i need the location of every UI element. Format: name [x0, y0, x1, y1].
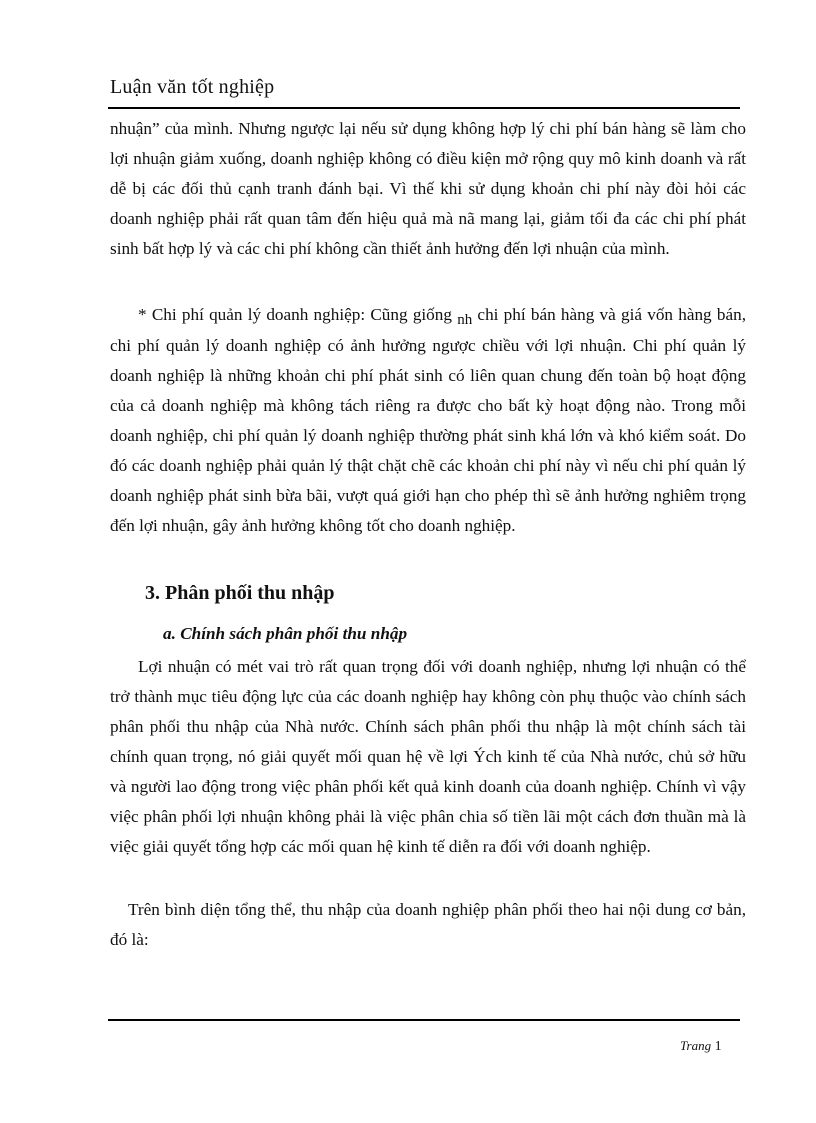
paragraph-distribution-policy: Lợi nhuận có mét vai trò rất quan trọng đối với doanh nghiệp, nhưng lợi nhuận có thể trở thành mục tiêu động lực của các doanh nghiệp hay không còn phụ thuộc vào chính sách phân phối thu nhập của Nhà nước. Chính sách phân phối thu nhập là một chính sách tài chính quan trọng, nó giải quyết mối quan hệ về lợi Ých kinh tế của Nhà nước, chủ sở hữu và người lao động trong việc phân phối kết quả kinh doanh của doanh nghiệp. Chính vì vậy việc phân phối lợi nhuận không phải là việc phân chia số tiền lãi một cách đơn thuần mà là việc giải quyết tổng hợp các mối quan hệ kinh tế diễn ra đối với doanh nghiệp.	[110, 657, 746, 856]
paragraph-overall-distribution: Trên bình diện tổng thể, thu nhập của doanh nghiệp phân phối theo hai nội dung cơ bản, đó là:	[110, 900, 746, 949]
paragraph-management-costs-start: * Chi phí quản lý doanh nghiệp: Cũng giống	[138, 305, 458, 324]
paragraph-management-costs	[110, 300, 746, 541]
document-header-title: Luận văn tốt nghiệp	[110, 76, 275, 98]
paragraph-management-costs-rest: chi phí bán hàng và giá vốn hàng bán, chi phí quản lý doanh nghiệp có ảnh hưởng ngược chiều với lợi nhuận. Chi phí quản lý doanh nghiệp là những khoản chi phí phát sinh có liên quan chung đến toàn bộ hoạt động của cả doanh nghiệp mà không tách riêng ra được cho bất kỳ hoạt động nào. Trong mỗi doanh nghiệp, chi phí quản lý doanh nghiệp thường phát sinh khá lớn và khó kiểm soát. Do đó các doanh nghiệp phải quản lý thật chặt chẽ các khoản chi phí này vì nếu chi phí quản lý doanh nghiệp phát sinh bừa bãi, vượt quá giới hạn cho phép thì sẽ ảnh hưởng nghiêm trọng đến lợi nhuận, gây ảnh hưởng không tốt cho doanh nghiệp.	[110, 305, 746, 535]
page-number: 1	[714, 1039, 722, 1054]
page-footer	[680, 1038, 722, 1055]
subsection-heading-distribution-policy: a. Chính sách phân phối thu nhập	[163, 624, 408, 643]
paragraph-selling-costs-conclusion: nhuận” của mình. Nhưng ngược lại nếu sử dụng không hợp lý chi phí bán hàng sẽ làm cho lợi nhuận giảm xuống, doanh nghiệp không có điều kiện mở rộng quy mô kinh doanh và rất dễ bị các đối thủ cạnh tranh đánh bại. Vì thế khi sử dụng khoản chi phí này đòi hỏi các doanh nghiệp phải rất quan tâm đến hiệu quả mà nã mang lại, giảm tối đa các chi phí phát sinh bất hợp lý và các chi phí không cần thiết ảnh hưởng đến lợi nhuận của mình.	[110, 119, 746, 258]
header-divider	[108, 107, 740, 109]
paragraph-management-costs-subscript: nh	[457, 312, 473, 328]
page-label: Trang	[680, 1038, 712, 1053]
section-heading-income-distribution: 3. Phân phối thu nhập	[145, 582, 335, 604]
footer-divider	[108, 1019, 740, 1021]
